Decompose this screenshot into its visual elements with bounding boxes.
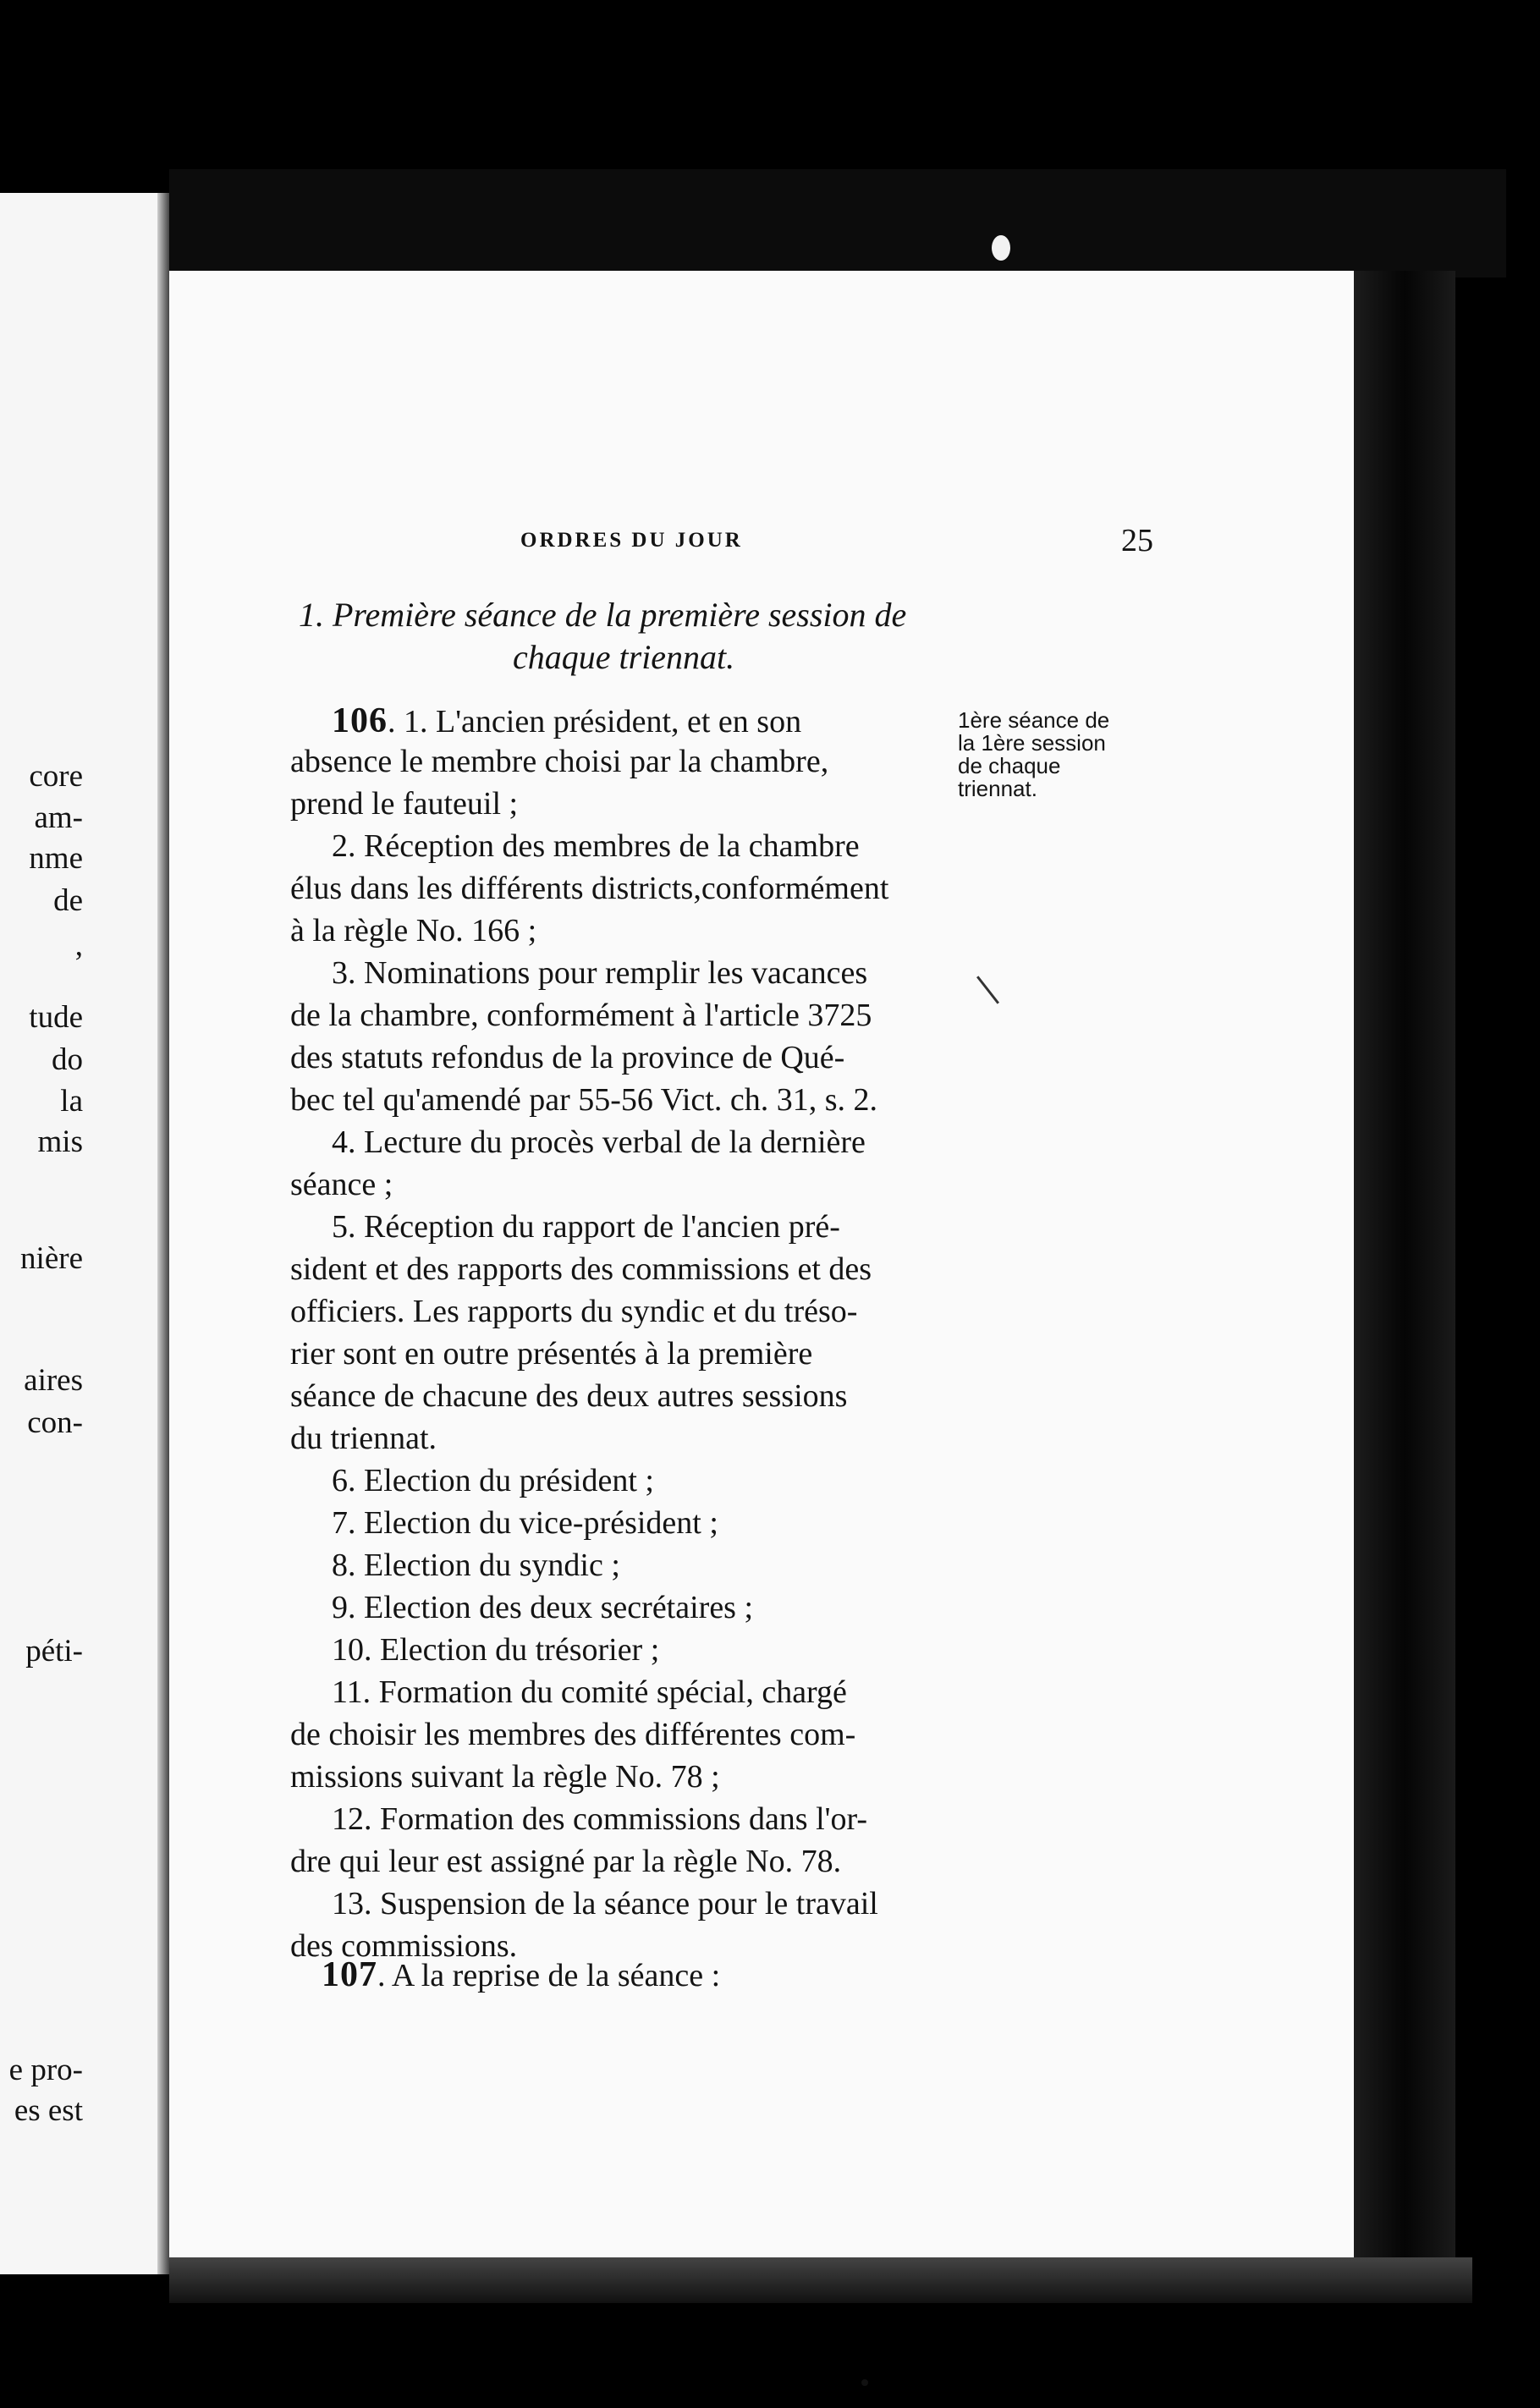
page-top-edge: [169, 169, 1506, 278]
left-page-fragment: de: [53, 883, 83, 918]
body-line: à la règle No. 166 ;: [290, 913, 537, 948]
left-page-fragment: ,: [74, 928, 83, 963]
scan-artifact: [861, 2379, 868, 2386]
body-line: des statuts refondus de la province de Qué-: [290, 1040, 845, 1075]
left-page-fragment: do: [52, 1042, 83, 1077]
left-page-gutter: [157, 193, 169, 2274]
body-line: bec tel qu'amendé par 55-56 Vict. ch. 31, s. 2.: [290, 1082, 878, 1118]
article-number: 106: [332, 701, 388, 740]
margin-note-line: triennat.: [958, 776, 1037, 801]
page-fore-edge: [1354, 271, 1455, 2259]
left-page-fragment: am-: [34, 800, 83, 835]
page-bottom-edge: [169, 2257, 1472, 2303]
left-page-fragment: aires: [24, 1363, 83, 1398]
body-line: 8. Election du syndic ;: [332, 1548, 620, 1583]
left-page-fragment: e pro-: [8, 2053, 83, 2087]
body-line: 3. Nominations pour remplir les vacances: [332, 955, 868, 991]
body-line: officiers. Les rapports du syndic et du tréso-: [290, 1294, 858, 1329]
body-line: de la chambre, conformément à l'article 3725: [290, 998, 872, 1033]
section-heading-continued: chaque triennat.: [513, 638, 735, 676]
body-line: du triennat.: [290, 1421, 437, 1456]
article-106-first-line: 106. 1. L'ancien président, et en son: [332, 701, 802, 740]
left-page-fragment: la: [60, 1084, 83, 1119]
margin-note-line: la 1ère session: [958, 730, 1106, 756]
body-line: séance ;: [290, 1167, 393, 1202]
body-line: rier sont en outre présentés à la première: [290, 1336, 813, 1372]
body-line: des commissions.: [290, 1928, 518, 1964]
left-page-fragment: nière: [20, 1241, 83, 1276]
body-line: séance de chacune des deux autres sessions: [290, 1378, 848, 1414]
body-line: 5. Réception du rapport de l'ancien pré-: [332, 1209, 840, 1245]
article-number: 107: [322, 1955, 377, 1994]
body-line: 6. Election du président ;: [332, 1463, 654, 1498]
margin-note-line: 1ère séance de: [958, 707, 1110, 733]
left-page: [0, 193, 169, 2274]
body-line: 2. Réception des membres de la chambre: [332, 828, 860, 864]
body-line: absence le membre choisi par la chambre,: [290, 744, 829, 779]
scan-artifact: [992, 235, 1010, 261]
body-line: 13. Suspension de la séance pour le travail: [332, 1886, 878, 1921]
left-page-fragment: tude: [29, 1000, 83, 1035]
body-line: 7. Election du vice-président ;: [332, 1505, 718, 1541]
body-line: de choisir les membres des différentes com-: [290, 1717, 856, 1752]
body-line: 11. Formation du comité spécial, chargé: [332, 1674, 847, 1710]
body-line: élus dans les différents districts,conformément: [290, 871, 889, 906]
section-heading: 1. Première séance de la première session de: [299, 596, 907, 634]
left-page-fragment: con-: [27, 1405, 83, 1440]
left-page-fragment: nme: [29, 841, 83, 876]
margin-note-line: de chaque: [958, 753, 1061, 778]
body-line: 12. Formation des commissions dans l'or-: [332, 1801, 868, 1837]
running-head: ORDRES DU JOUR: [520, 529, 743, 552]
body-line: 9. Election des deux secrétaires ;: [332, 1590, 754, 1625]
left-page-fragment: péti-: [25, 1634, 83, 1669]
left-page-fragment: core: [29, 759, 83, 794]
margin-note: [958, 709, 1109, 800]
body-line: 10. Election du trésorier ;: [332, 1632, 660, 1668]
left-page-fragment: mis: [37, 1124, 83, 1159]
body-line: sident et des rapports des commissions et des: [290, 1251, 872, 1287]
body-line: 4. Lecture du procès verbal de la dernière: [332, 1124, 866, 1160]
page-number: 25: [1121, 523, 1153, 558]
article-107-line: 107. A la reprise de la séance :: [322, 1955, 721, 1994]
body-line: missions suivant la règle No. 78 ;: [290, 1759, 720, 1795]
body-line: dre qui leur est assigné par la règle No. 78.: [290, 1844, 842, 1879]
body-line: prend le fauteuil ;: [290, 786, 519, 822]
left-page-fragment: es est: [14, 2093, 83, 2128]
